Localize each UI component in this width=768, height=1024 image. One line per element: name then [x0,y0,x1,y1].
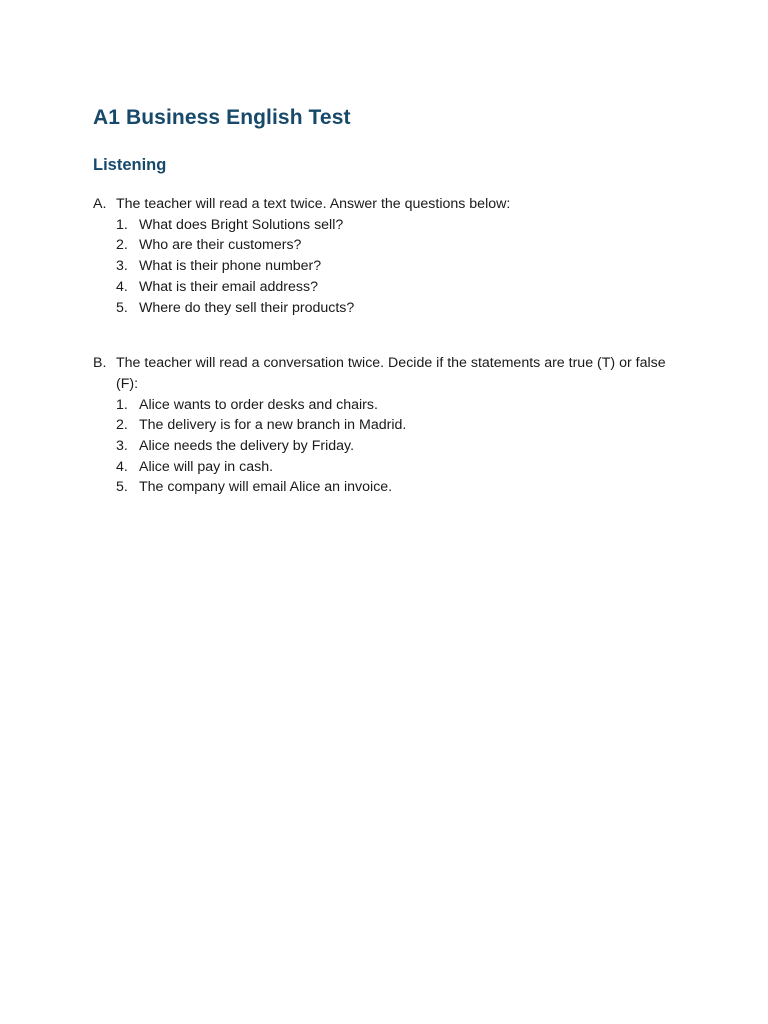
document-title: A1 Business English Test [93,106,351,129]
question-b [93,353,683,498]
question-prompt: The teacher will read a text twice. Answer the questions below: [116,196,511,212]
item-text: What does Bright Solutions sell? [139,216,344,233]
question-items-list [116,395,683,499]
list-item [116,457,683,478]
item-text: What is their email address? [139,278,318,295]
item-number: 4. [116,278,128,295]
item-number: 2. [116,417,128,434]
question-prompt: The teacher will read a conversation twice. Decide if the statements are true (T) or false (F): [116,355,666,392]
list-item [116,436,683,457]
item-text: The delivery is for a new branch in Madrid. [139,417,407,434]
list-item [116,298,683,319]
list-item [116,415,683,436]
item-text: Where do they sell their products? [139,299,355,316]
item-number: 1. [116,216,128,233]
section-heading-listening: Listening [93,156,167,174]
item-text: The company will email Alice an invoice. [139,479,393,496]
question-a [93,194,683,318]
list-item [116,215,683,236]
item-number: 1. [116,396,128,413]
list-item [116,256,683,277]
item-text: Who are their customers? [139,237,302,254]
item-number: 2. [116,237,128,254]
item-number: 5. [116,299,128,316]
item-text: What is their phone number? [139,258,322,275]
list-item [116,477,683,498]
item-text: Alice will pay in cash. [139,458,274,475]
item-number: 4. [116,458,128,475]
item-number: 3. [116,258,128,275]
item-number: 5. [116,479,128,496]
question-marker: B. [93,355,107,372]
item-number: 3. [116,438,128,455]
question-items-list [116,215,683,319]
list-item [116,395,683,416]
list-item [116,235,683,256]
question-marker: A. [93,196,107,212]
list-item [116,277,683,298]
item-text: Alice wants to order desks and chairs. [139,396,378,413]
item-text: Alice needs the delivery by Friday. [139,438,355,455]
document-page [93,104,683,498]
